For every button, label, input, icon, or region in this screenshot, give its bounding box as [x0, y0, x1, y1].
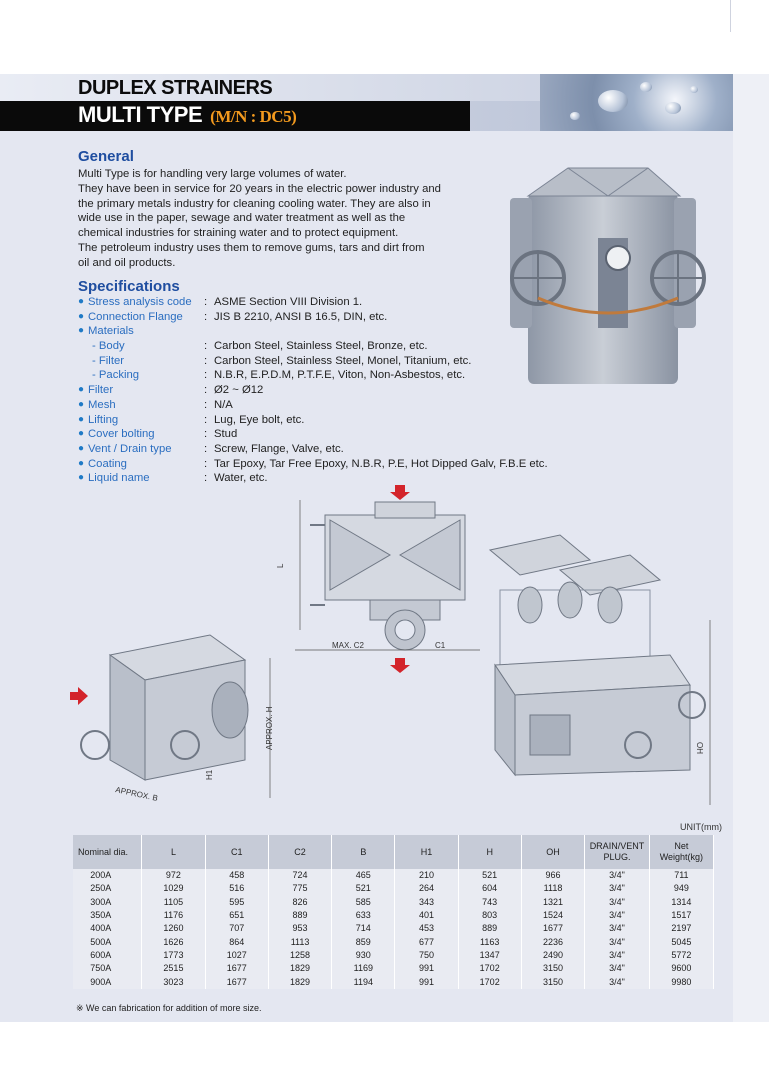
table-row — [73, 962, 714, 975]
spec-value: Screw, Flange, Valve, etc. — [214, 442, 344, 455]
top-divider — [730, 0, 731, 32]
table-cell: 200A — [73, 869, 142, 882]
spec-colon: : — [204, 369, 208, 382]
table-cell: 1702 — [458, 962, 521, 975]
page-title: DUPLEX STRAINERS — [78, 77, 273, 99]
table-cell: 633 — [332, 909, 395, 922]
dim-label-approx-b: APPROX. B — [114, 785, 159, 803]
unit-label: UNIT(mm) — [680, 822, 722, 832]
table-cell: 1829 — [268, 975, 331, 988]
table-cell: 500A — [73, 935, 142, 948]
spec-label: Materials — [88, 325, 134, 338]
bullet-icon: ● — [78, 413, 85, 425]
table-row — [73, 922, 714, 935]
table-cell: 1677 — [521, 922, 584, 935]
general-line: chemical industries for straining water and to protect equipment. — [78, 227, 399, 240]
table-cell: 711 — [649, 869, 713, 882]
spec-value: N/A — [214, 398, 233, 411]
bullet-icon: ● — [78, 442, 85, 454]
spec-colon: : — [204, 413, 208, 426]
table-cell: 465 — [332, 869, 395, 882]
table-header-cell: Net Weight(kg) — [649, 835, 713, 869]
table-cell: 1626 — [142, 935, 205, 948]
dim-label-l: L — [276, 563, 285, 568]
spec-value: Carbon Steel, Stainless Steel, Monel, Titanium, etc. — [214, 354, 472, 367]
table-cell: 350A — [73, 909, 142, 922]
table-cell: 750A — [73, 962, 142, 975]
bullet-icon: ● — [78, 325, 85, 337]
spec-value: Stud — [214, 428, 238, 441]
table-cell: 724 — [268, 869, 331, 882]
spec-colon: : — [204, 354, 208, 367]
table-cell: 930 — [332, 949, 395, 962]
table-row — [73, 949, 714, 962]
table-cell: 826 — [268, 896, 331, 909]
table-body — [73, 869, 714, 989]
table-cell: 1347 — [458, 949, 521, 962]
bullet-icon: ● — [78, 384, 85, 396]
general-line: Multi Type is for handling very large volumes of water. — [78, 168, 347, 180]
isometric-view-drawing — [81, 635, 248, 780]
table-cell: 3/4" — [585, 935, 650, 948]
table-cell: 521 — [458, 869, 521, 882]
table-header-cell: OH — [521, 835, 584, 869]
spec-label: - Body — [92, 340, 125, 353]
spec-value: Carbon Steel, Stainless Steel, Bronze, etc. — [214, 340, 428, 353]
table-cell: 775 — [268, 882, 331, 895]
specifications-heading: Specifications — [78, 278, 180, 295]
table-cell: 1113 — [268, 935, 331, 948]
table-cell: 1524 — [521, 909, 584, 922]
table-cell: 5772 — [649, 949, 713, 962]
general-heading: General — [78, 148, 134, 165]
table-cell: 2197 — [649, 922, 713, 935]
table-cell: 1829 — [268, 962, 331, 975]
dim-label-max-c2: MAX. C2 — [332, 641, 365, 650]
general-line: They have been in service for 20 years in the electric power industry and — [78, 182, 441, 195]
dim-label-c1: C1 — [435, 641, 446, 650]
table-cell: 9600 — [649, 962, 713, 975]
table-cell: 401 — [395, 909, 458, 922]
table-cell: 714 — [332, 922, 395, 935]
bullet-icon: ● — [78, 310, 85, 322]
bullet-icon: ● — [78, 398, 85, 410]
table-cell: 600A — [73, 949, 142, 962]
table-cell: 521 — [332, 882, 395, 895]
table-cell: 250A — [73, 882, 142, 895]
spec-value: N.B.R, E.P.D.M, P.T.F.E, Viton, Non-Asbestos, etc. — [214, 369, 466, 382]
bullet-icon: ● — [78, 457, 85, 469]
front-view-drawing — [310, 502, 465, 650]
spec-label: Liquid name — [88, 472, 150, 485]
table-header-cell: DRAIN/VENT PLUG. — [585, 835, 650, 869]
table-cell: 2490 — [521, 949, 584, 962]
table-header-cell: B — [332, 835, 395, 869]
bullet-icon: ● — [78, 428, 85, 440]
table-cell: 210 — [395, 869, 458, 882]
table-cell: 949 — [649, 882, 713, 895]
bullet-icon: ● — [78, 472, 85, 484]
table-cell: 3/4" — [585, 949, 650, 962]
spec-colon: : — [204, 457, 208, 470]
table-cell: 3150 — [521, 962, 584, 975]
table-cell: 3/4" — [585, 909, 650, 922]
table-cell: 1702 — [458, 975, 521, 988]
table-cell: 1260 — [142, 922, 205, 935]
right-margin — [733, 74, 769, 1022]
dim-label-oh: OH — [695, 742, 704, 754]
table-cell: 707 — [205, 922, 268, 935]
table-header-cell: H — [458, 835, 521, 869]
spec-colon: : — [204, 472, 208, 485]
spec-label: Connection Flange — [88, 310, 183, 323]
inlet-arrow-icon — [390, 485, 410, 500]
table-cell: 300A — [73, 896, 142, 909]
table-cell: 5045 — [649, 935, 713, 948]
spec-colon: : — [204, 442, 208, 455]
spec-colon: : — [204, 384, 208, 397]
table-cell: 2515 — [142, 962, 205, 975]
table-header-cell: C2 — [268, 835, 331, 869]
spec-colon: : — [204, 310, 208, 323]
table-header-cell: Nominal dia. — [73, 835, 142, 869]
table-row — [73, 935, 714, 948]
table-cell: 458 — [205, 869, 268, 882]
table-cell: 972 — [142, 869, 205, 882]
table-cell: 864 — [205, 935, 268, 948]
strainer-photo — [498, 158, 716, 390]
table-cell: 264 — [395, 882, 458, 895]
spec-label: Cover bolting — [88, 428, 155, 441]
table-cell: 595 — [205, 896, 268, 909]
dimensions-table — [73, 835, 714, 989]
spec-value: Tar Epoxy, Tar Free Epoxy, N.B.R, P.E, Hot Dipped Galv, F.B.E etc. — [214, 457, 548, 470]
water-drops-image — [540, 74, 733, 131]
spec-value: JIS B 2210, ANSI B 16.5, DIN, etc. — [214, 310, 388, 323]
spec-label: Filter — [88, 384, 114, 397]
spec-value: Ø2 ~ Ø12 — [214, 384, 264, 397]
spec-label: Vent / Drain type — [88, 442, 172, 455]
footnote: ※ We can fabrication for addition of more size. — [76, 1003, 262, 1013]
general-line: wide use in the paper, sewage and water treatment as well as the — [78, 212, 406, 225]
table-cell: 1027 — [205, 949, 268, 962]
subtitle-text: MULTI TYPE — [78, 102, 203, 127]
table-cell: 966 — [521, 869, 584, 882]
table-cell: 1314 — [649, 896, 713, 909]
table-cell: 1677 — [205, 962, 268, 975]
table-row — [73, 882, 714, 895]
table-row — [73, 975, 714, 988]
table-cell: 3/4" — [585, 975, 650, 988]
table-cell: 1118 — [521, 882, 584, 895]
table-cell: 3023 — [142, 975, 205, 988]
table-header-row — [73, 835, 714, 869]
table-cell: 889 — [268, 909, 331, 922]
model-number: (M/N : DC5) — [210, 107, 297, 126]
table-cell: 1517 — [649, 909, 713, 922]
spec-value: ASME Section VIII Division 1. — [214, 296, 363, 308]
table-cell: 953 — [268, 922, 331, 935]
table-cell: 2236 — [521, 935, 584, 948]
table-cell: 3150 — [521, 975, 584, 988]
dimension-drawings — [70, 480, 720, 810]
table-cell: 400A — [73, 922, 142, 935]
table-cell: 889 — [458, 922, 521, 935]
outlet-arrow-icon — [390, 658, 410, 673]
table-header-cell: C1 — [205, 835, 268, 869]
spec-label: - Filter — [92, 354, 125, 367]
table-cell: 1194 — [332, 975, 395, 988]
table-cell: 859 — [332, 935, 395, 948]
table-cell: 803 — [458, 909, 521, 922]
general-line: The petroleum industry uses them to remove gums, tars and dirt from — [78, 241, 425, 254]
general-line: oil and oil products. — [78, 256, 176, 269]
table-cell: 3/4" — [585, 896, 650, 909]
dim-label-h1: H1 — [205, 769, 214, 780]
table-row — [73, 869, 714, 882]
spec-colon: : — [204, 398, 208, 411]
dim-label-approx-h: APPROX. H — [265, 706, 274, 750]
table-cell: 1176 — [142, 909, 205, 922]
table-row — [73, 896, 714, 909]
table-header-cell: H1 — [395, 835, 458, 869]
table-cell: 3/4" — [585, 962, 650, 975]
spec-colon: : — [204, 428, 208, 441]
table-cell: 453 — [395, 922, 458, 935]
page-subtitle — [78, 102, 296, 128]
spec-label: Mesh — [88, 398, 116, 411]
table-cell: 9980 — [649, 975, 713, 988]
general-description — [78, 167, 508, 271]
table-cell: 604 — [458, 882, 521, 895]
spec-value: Water, etc. — [214, 472, 268, 485]
table-header-cell: L — [142, 835, 205, 869]
spec-label: - Packing — [92, 369, 140, 382]
exploded-view-drawing — [490, 535, 705, 775]
spec-label: Coating — [88, 457, 127, 470]
table-cell: 1321 — [521, 896, 584, 909]
table-cell: 991 — [395, 975, 458, 988]
table-cell: 677 — [395, 935, 458, 948]
table-cell: 743 — [458, 896, 521, 909]
bullet-icon: ● — [78, 296, 85, 307]
table-row — [73, 909, 714, 922]
table-cell: 900A — [73, 975, 142, 988]
inlet-arrow-icon — [70, 687, 88, 705]
table-cell: 585 — [332, 896, 395, 909]
table-cell: 1029 — [142, 882, 205, 895]
table-cell: 3/4" — [585, 922, 650, 935]
table-cell: 3/4" — [585, 869, 650, 882]
table-cell: 1677 — [205, 975, 268, 988]
spec-label: Stress analysis code — [88, 296, 192, 308]
general-line: the primary metals industry for cleaning cooling water. They are also in — [78, 197, 431, 210]
table-cell: 651 — [205, 909, 268, 922]
spec-label: Lifting — [88, 413, 119, 426]
spec-colon: : — [204, 296, 208, 308]
table-cell: 343 — [395, 896, 458, 909]
table-cell: 750 — [395, 949, 458, 962]
table-cell: 1105 — [142, 896, 205, 909]
table-cell: 1258 — [268, 949, 331, 962]
table-cell: 3/4" — [585, 882, 650, 895]
spec-colon: : — [204, 340, 208, 353]
table-cell: 991 — [395, 962, 458, 975]
spec-value: Lug, Eye bolt, etc. — [214, 413, 305, 426]
top-strip — [0, 0, 769, 38]
table-cell: 1169 — [332, 962, 395, 975]
table-cell: 516 — [205, 882, 268, 895]
table-cell: 1773 — [142, 949, 205, 962]
table-cell: 1163 — [458, 935, 521, 948]
